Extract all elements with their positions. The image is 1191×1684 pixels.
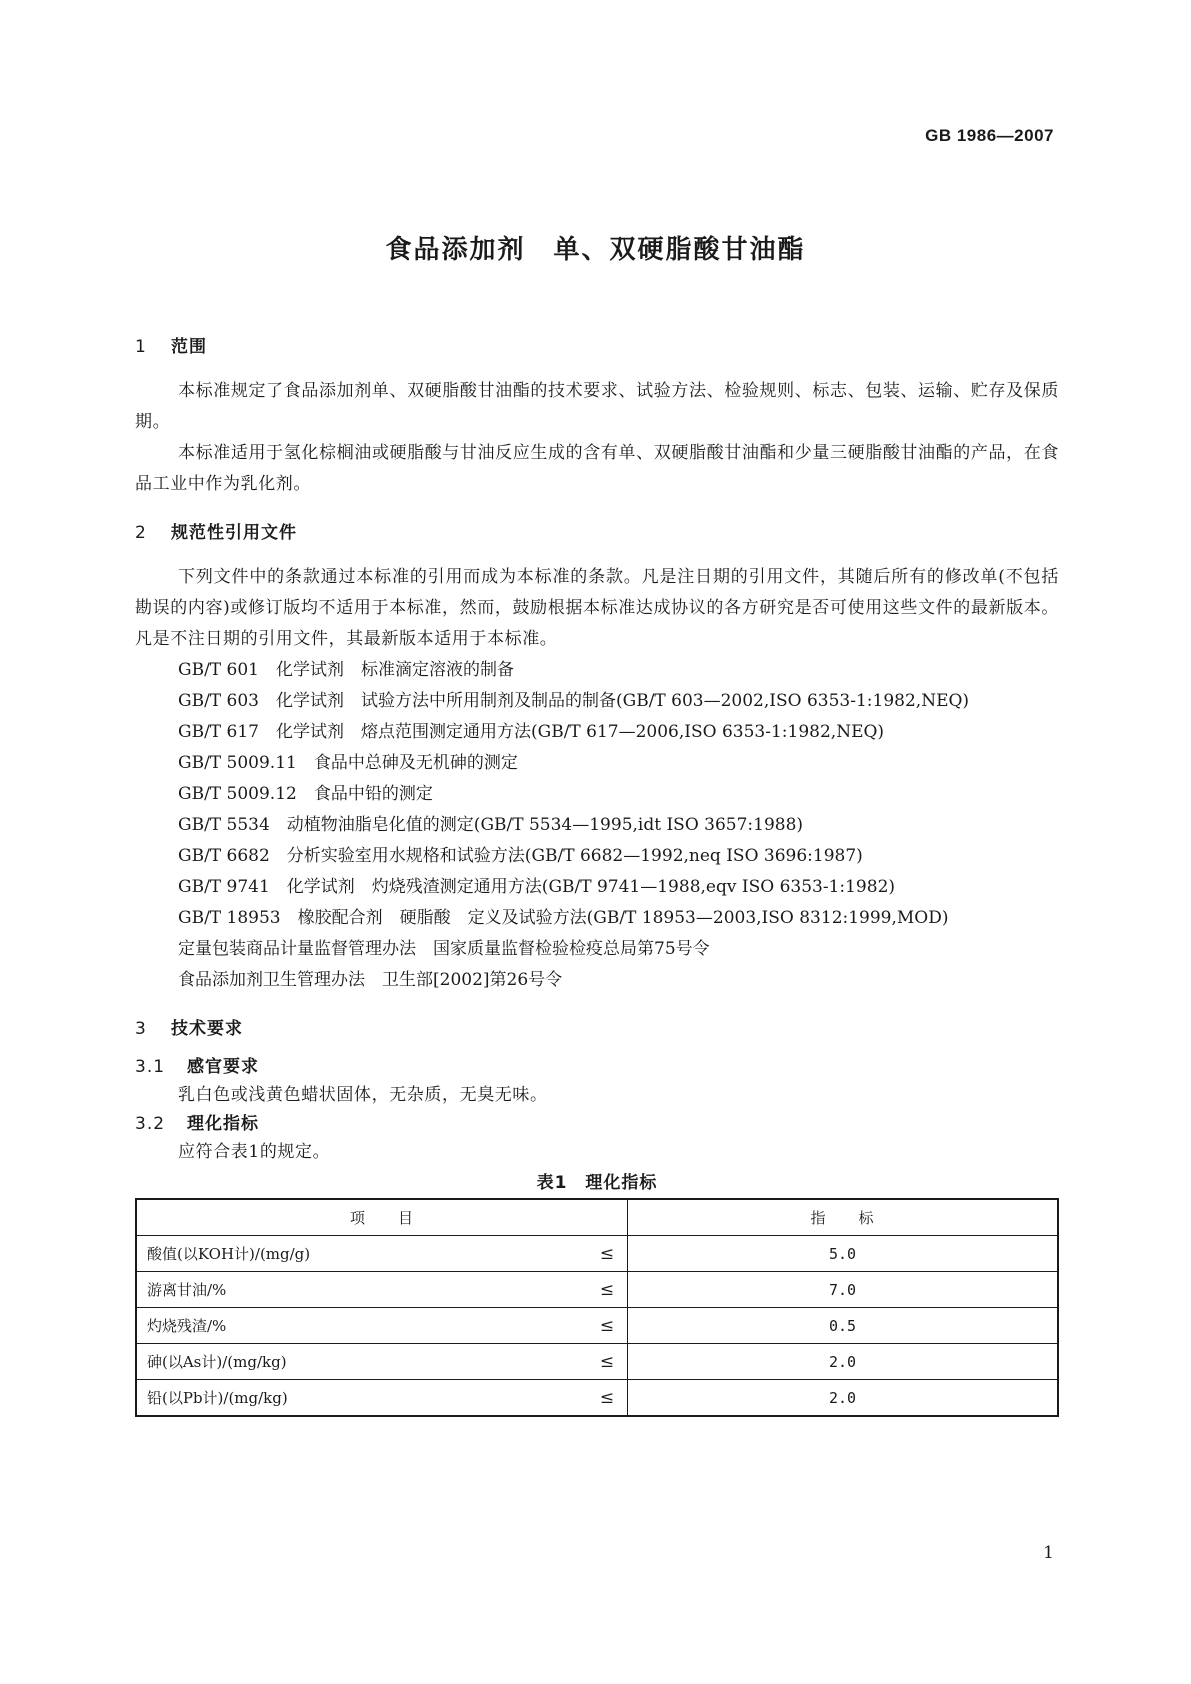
section-1-heading bbox=[135, 334, 1059, 360]
row-item: 砷(以As计)/(mg/kg) bbox=[136, 1344, 587, 1380]
table-row bbox=[136, 1344, 1058, 1380]
row-value: 5.0 bbox=[628, 1236, 1059, 1272]
reference-item: 定量包装商品计量监督管理办法 国家质量监督检验检疫总局第75号令 bbox=[178, 939, 710, 959]
section-3-heading bbox=[135, 1016, 1059, 1042]
section-1-para-2: 本标准适用于氢化棕榈油或硬脂酸与甘油反应生成的含有单、双硬脂酸甘油酯和少量三硬脂酸甘油酯的产品，在食品工业中作为乳化剂。 bbox=[135, 443, 1059, 494]
document-body bbox=[135, 334, 1059, 1417]
reference-item: GB/T 617 化学试剂 熔点范围测定通用方法(GB/T 617—2006,ISO 6353-1:1982,NEQ) bbox=[178, 722, 885, 742]
section-3-number: 3 bbox=[135, 1019, 147, 1039]
subsection-3-1-heading bbox=[135, 1054, 1059, 1080]
reference-item: GB/T 6682 分析实验室用水规格和试验方法(GB/T 6682—1992,neq ISO 3696:1987) bbox=[178, 846, 863, 866]
row-operator: ≤ bbox=[587, 1236, 628, 1272]
reference-item: 食品添加剂卫生管理办法 卫生部[2002]第26号令 bbox=[178, 970, 563, 990]
row-value: 2.0 bbox=[628, 1380, 1059, 1417]
reference-item: GB/T 5009.11 食品中总砷及无机砷的测定 bbox=[178, 753, 518, 773]
table-header-row bbox=[136, 1199, 1058, 1236]
row-value: 0.5 bbox=[628, 1308, 1059, 1344]
row-operator: ≤ bbox=[587, 1344, 628, 1380]
row-operator: ≤ bbox=[587, 1380, 628, 1417]
page-number: 1 bbox=[1043, 1543, 1054, 1563]
header-value: 指 标 bbox=[628, 1199, 1059, 1236]
row-value: 2.0 bbox=[628, 1344, 1059, 1380]
reference-item: GB/T 601 化学试剂 标准滴定溶液的制备 bbox=[178, 660, 514, 680]
spec-table bbox=[135, 1198, 1059, 1417]
section-2-heading bbox=[135, 520, 1059, 546]
subsection-3-1-title: 感官要求 bbox=[187, 1057, 259, 1077]
section-2-number: 2 bbox=[135, 523, 147, 543]
table-row bbox=[136, 1380, 1058, 1417]
section-2-title: 规范性引用文件 bbox=[171, 523, 297, 543]
reference-item: GB/T 5009.12 食品中铅的测定 bbox=[178, 784, 433, 804]
section-3-title: 技术要求 bbox=[171, 1019, 243, 1039]
subsection-3-2-heading bbox=[135, 1111, 1059, 1137]
section-2-intro: 下列文件中的条款通过本标准的引用而成为本标准的条款。凡是注日期的引用文件，其随后所有的修改单(不包括勘误的内容)或修订版均不适用于本标准，然而，鼓励根据本标准达成协议的各方研究是否可使用这些文件的最新版本。凡是不注日期的引用文件，其最新版本适用于本标准。 bbox=[135, 567, 1059, 649]
row-item: 游离甘油/% bbox=[136, 1272, 587, 1308]
reference-item: GB/T 9741 化学试剂 灼烧残渣测定通用方法(GB/T 9741—1988,eqv ISO 6353-1:1982) bbox=[178, 877, 896, 897]
row-item: 铅(以Pb计)/(mg/kg) bbox=[136, 1380, 587, 1417]
header-item: 项 目 bbox=[136, 1199, 628, 1236]
row-value: 7.0 bbox=[628, 1272, 1059, 1308]
subsection-3-2-text: 应符合表1的规定。 bbox=[178, 1142, 331, 1162]
row-item: 酸值(以KOH计)/(mg/g) bbox=[136, 1236, 587, 1272]
table-caption: 表1 理化指标 bbox=[536, 1173, 658, 1193]
reference-item: GB/T 603 化学试剂 试验方法中所用制剂及制品的制备(GB/T 603—2002,ISO 6353-1:1982,NEQ) bbox=[178, 691, 970, 711]
reference-item: GB/T 18953 橡胶配合剂 硬脂酸 定义及试验方法(GB/T 18953—2003,ISO 8312:1999,MOD) bbox=[178, 908, 949, 928]
table-row bbox=[136, 1272, 1058, 1308]
row-item: 灼烧残渣/% bbox=[136, 1308, 587, 1344]
subsection-3-1-number: 3.1 bbox=[135, 1057, 166, 1077]
section-1-number: 1 bbox=[135, 337, 147, 357]
subsection-3-2-title: 理化指标 bbox=[187, 1114, 259, 1134]
section-1-para-1: 本标准规定了食品添加剂单、双硬脂酸甘油酯的技术要求、试验方法、检验规则、标志、包装、运输、贮存及保质期。 bbox=[135, 381, 1059, 432]
reference-item: GB/T 5534 动植物油脂皂化值的测定(GB/T 5534—1995,idt ISO 3657:1988) bbox=[178, 815, 804, 835]
subsection-3-2-number: 3.2 bbox=[135, 1114, 166, 1134]
standard-code: GB 1986—2007 bbox=[925, 126, 1054, 145]
row-operator: ≤ bbox=[587, 1308, 628, 1344]
subsection-3-1-text: 乳白色或浅黄色蜡状固体，无杂质，无臭无味。 bbox=[178, 1085, 548, 1105]
section-1-title: 范围 bbox=[171, 337, 207, 357]
document-title: 食品添加剂 单、双硬脂酸甘油酯 bbox=[385, 235, 806, 265]
table-row bbox=[136, 1308, 1058, 1344]
row-operator: ≤ bbox=[587, 1272, 628, 1308]
table-row bbox=[136, 1236, 1058, 1272]
